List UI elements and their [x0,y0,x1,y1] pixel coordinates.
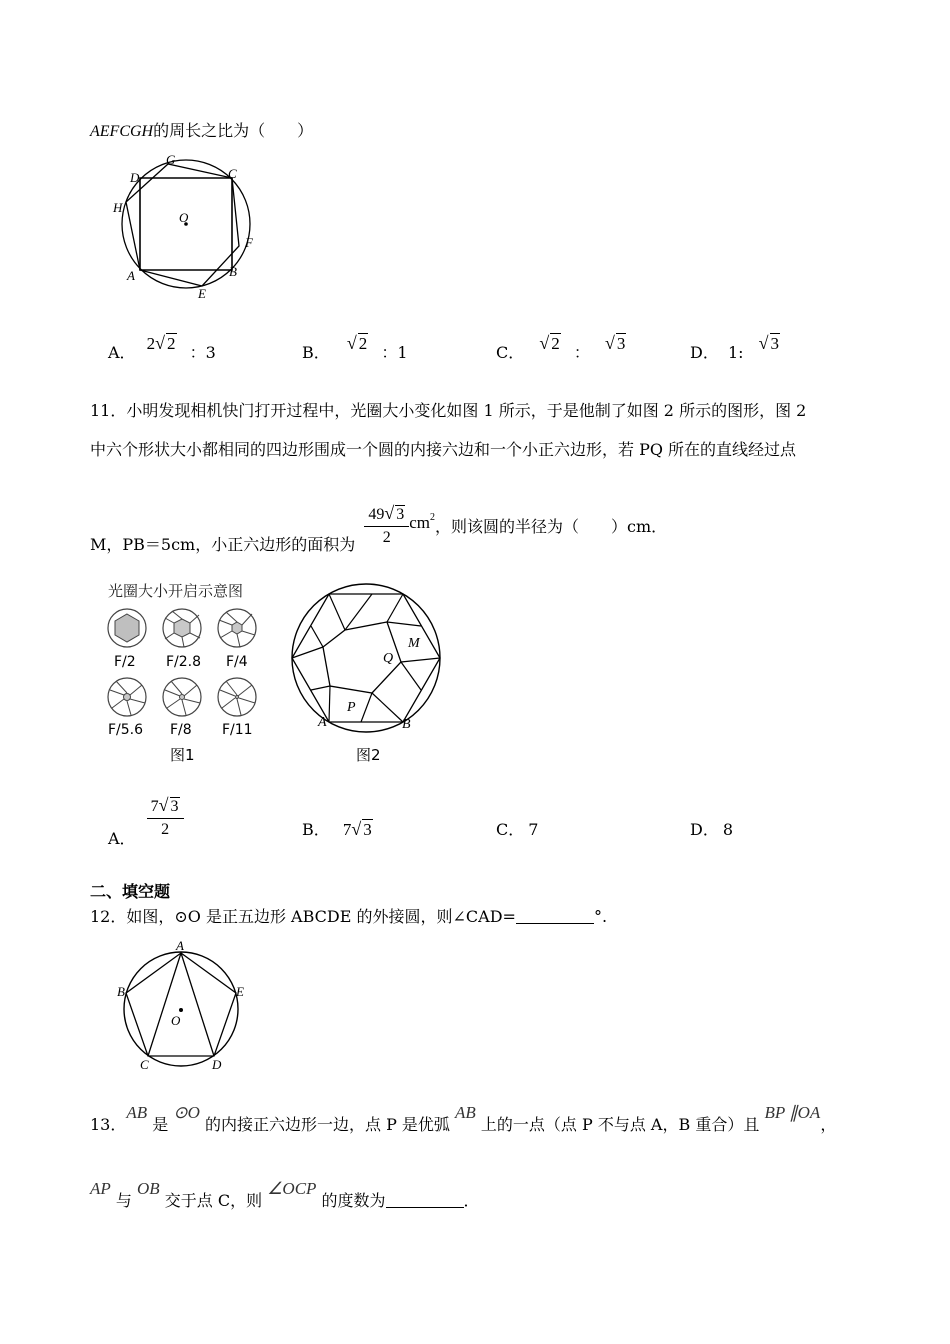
fig2-label-b: B [402,717,411,732]
q10-stem [90,118,313,141]
q11-option-a[interactable]: A． $\frac{7√ 3}{2}$ [108,795,184,839]
q10-label-c: C [228,166,237,181]
fig1-label-f2-8: F/2.8 [166,654,202,670]
q13-line-2: AP 与 OB 交于点 C，则 ∠OCP 的度数为 ． [90,1179,480,1210]
q10-label-h: H [113,200,123,215]
fig1-caption: 图1 [170,746,195,764]
q12-label-d: D [212,1057,222,1072]
q11-fig1-title: 光圈大小开启示意图 [108,582,244,600]
q10-option-c[interactable]: C． √ 2 ： √ 3 [496,333,626,362]
fig1-label-f2: F/2 [114,654,136,670]
q11-figure-1 [100,600,280,770]
q10-label-f: F [245,235,253,250]
fig1-label-f5-6: F/5.6 [108,722,144,738]
fig2-label-p: P [347,700,356,715]
q10-label-a: A [127,268,135,283]
fig2-label-q: Q [383,651,394,666]
q10-label-e: E [198,286,206,300]
fig2-caption: 图2 [356,746,381,764]
q11-line-2: 中六个形状大小都相同的四边形围成一个圆的内接六边和一个小正六边形，若 PQ 所在的直线经过点 [90,440,797,459]
fig1-label-f8: F/8 [170,722,192,738]
fig1-label-f11: F/11 [222,722,253,738]
aperture-f11 [218,678,256,716]
q11-option-b[interactable]: B． 7√ 3 [302,819,372,839]
q10-option-b[interactable]: B． √ 2 ：1 [302,333,408,362]
aperture-f5-6 [108,678,146,716]
q11-area-fraction: $\frac{49√ 3}{2}$ [364,503,409,547]
q12-figure [110,938,260,1078]
q10-figure [108,150,268,300]
q11-figure-2 [290,580,450,770]
aperture-f8 [163,678,201,716]
fig1-label-f4: F/4 [226,654,248,670]
q12-label-b: B [117,984,125,999]
q13-line-1: 13．AB 是 ⊙O 的内接正六边形一边，点 P 是优弧 AB 上的一点（点 P 不与点 A，B 重合）且 BP ∥OA， [90,1103,837,1134]
q10-label-g: G [166,152,176,167]
q10-option-a[interactable]: A． 2√ 2 ：3 [108,333,216,362]
q13-answer-blank[interactable] [386,1191,464,1208]
q10-stem-text: 的周长之比为（ ） [153,121,314,140]
fig2-label-a: A [318,715,327,730]
aperture-f2 [108,609,146,647]
q11-line-3: M，PB＝5cm，小正六边形的面积为 $\frac{49√ 3}{2}$ $cm^2$，则该圆的半径为（ ）cm． [90,503,668,554]
q10-label-b: B [229,264,237,279]
q12-label-e: E [236,984,244,999]
q11-option-c[interactable]: C． 7 [496,820,539,839]
q11-line-1: 11．小明发现相机快门打开过程中，光圈大小变化如图 1 所示，于是他制了如图 2 所示的图形，图 2 [90,401,807,420]
q10-hexagon-name: AEFCGH [90,123,154,140]
q10-label-o: O [179,210,189,225]
q12-label-a: A [176,938,184,953]
q10-option-d[interactable]: D． 1: √ 3 [690,333,779,362]
q12-label-c: C [140,1057,149,1072]
q12-label-o: O [171,1013,181,1028]
q11-option-d[interactable]: D． 8 [690,820,734,839]
aperture-f4 [218,609,256,647]
q12-answer-blank[interactable] [516,907,594,924]
aperture-f2-8 [163,609,201,647]
fig2-label-m: M [408,636,420,651]
q12-stem: 12．如图，⊙O 是正五边形 ABCDE 的外接圆，则∠CAD= °. [90,907,608,926]
section-fill-in-title: 二、填空题 [90,882,171,901]
q10-label-d: D [130,170,140,185]
